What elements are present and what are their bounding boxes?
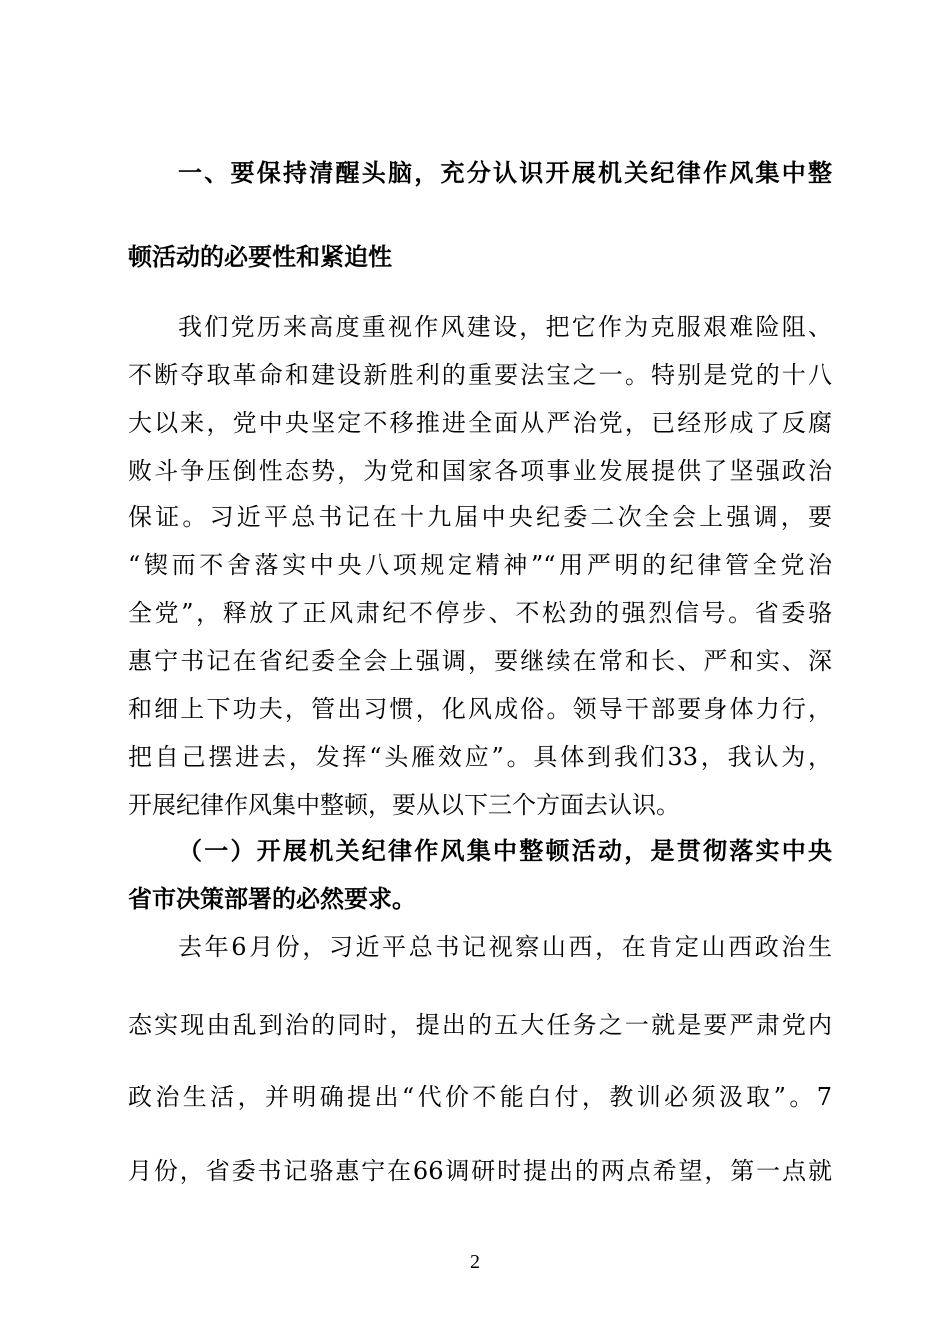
paragraph-2-line-2: 态实现由乱到治的同时，提出的五大任务之一就是要严肃党内 bbox=[128, 1011, 832, 1039]
paragraph-1-line-6: “锲而不舍落实中央八项规定精神”“用严明的纪律管全党治 bbox=[128, 551, 832, 579]
section-heading-line-2: 顿活动的必要性和紧迫性 bbox=[128, 242, 392, 271]
paragraph-1-line-8: 惠宁书记在省纪委全会上强调，要继续在常和长、严和实、深 bbox=[128, 647, 832, 675]
paragraph-1-line-11: 开展纪律作风集中整顿，要从以下三个方面去认识。 bbox=[128, 791, 680, 819]
section-heading-line-1: 一、要保持清醒头脑，充分认识开展机关纪律作风集中整 bbox=[178, 158, 832, 187]
paragraph-1-line-7: 全党”，释放了正风肃纪不停步、不松劲的强烈信号。省委骆 bbox=[128, 599, 832, 627]
subheading-line-2: 省市决策部署的必然要求。 bbox=[128, 884, 416, 913]
paragraph-1-line-1: 我们党历来高度重视作风建设，把它作为克服艰难险阻、 bbox=[178, 313, 832, 341]
subheading-line-1: （一）开展机关纪律作风集中整顿活动，是贯彻落实中央 bbox=[178, 836, 832, 865]
paragraph-1-line-10: 把自己摆进去，发挥“头雁效应”。具体到我们33，我认为， bbox=[128, 743, 832, 771]
paragraph-1-line-9: 和细上下功夫，管出习惯，化风成俗。领导干部要身体力行， bbox=[128, 695, 832, 723]
page-number: 2 bbox=[470, 1251, 480, 1273]
paragraph-1-line-2: 不断夺取革命和建设新胜利的重要法宝之一。特别是党的十八 bbox=[128, 361, 832, 389]
paragraph-1-line-4: 败斗争压倒性态势，为党和国家各项事业发展提供了坚强政治 bbox=[128, 457, 832, 485]
paragraph-2-line-4: 月份，省委书记骆惠宁在66调研时提出的两点希望，第一点就 bbox=[128, 1157, 832, 1185]
paragraph-2-line-1: 去年6月份，习近平总书记视察山西，在肯定山西政治生 bbox=[178, 933, 832, 961]
paragraph-1-line-3: 大以来，党中央坚定不移推进全面从严治党，已经形成了反腐 bbox=[128, 409, 832, 437]
paragraph-2-line-3: 政治生活，并明确提出“代价不能白付，教训必须汲取”。7 bbox=[128, 1083, 832, 1111]
paragraph-1-line-5: 保证。习近平总书记在十九届中央纪委二次全会上强调，要 bbox=[128, 503, 832, 531]
